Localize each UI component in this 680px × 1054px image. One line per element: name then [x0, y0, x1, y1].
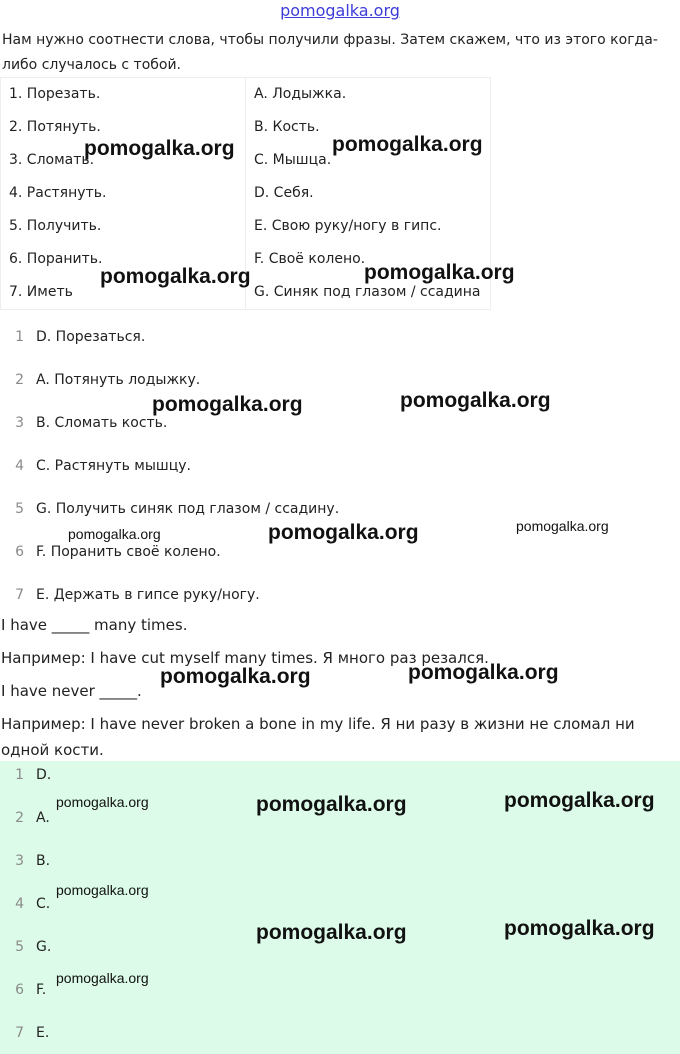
watermark: pomogalka.org: [256, 921, 407, 944]
key-letter: G.: [36, 939, 52, 955]
watermark: pomogalka.org: [160, 665, 311, 688]
key-letter: C.: [36, 896, 51, 912]
watermark: pomogalka.org: [364, 261, 515, 284]
watermark: pomogalka.org: [408, 661, 559, 684]
right-item: E. Свою руку/ногу в гипс.: [254, 218, 442, 234]
answer-text: E. Держать в гипсе руку/ногу.: [36, 587, 260, 603]
left-item: 5. Получить.: [9, 218, 102, 234]
list-item: [4, 1025, 49, 1041]
watermark: pomogalka.org: [332, 133, 483, 156]
watermark: pomogalka.org: [56, 794, 149, 810]
intro-text: Нам нужно соотнести слова, чтобы получили фразы. Затем скажем, что из этого когда-либо случалось с тобой.: [2, 32, 658, 73]
key-letter: A.: [36, 810, 50, 826]
list-item: [0, 362, 680, 405]
item-number: 5: [15, 939, 24, 955]
right-item: G. Синяк под глазом / ссадина: [254, 284, 481, 300]
left-item: 2. Потянуть.: [9, 119, 101, 135]
item-number: 6: [15, 982, 24, 998]
left-item: 7. Иметь: [9, 284, 73, 300]
key-letter: B.: [36, 853, 51, 869]
header-watermark-link[interactable]: pomogalka.org: [280, 1, 400, 20]
watermark: pomogalka.org: [268, 521, 419, 544]
watermark: pomogalka.org: [56, 882, 149, 898]
watermark: pomogalka.org: [504, 917, 655, 940]
answer-text: B. Сломать кость.: [36, 415, 168, 431]
item-number: 2: [15, 810, 24, 826]
list-item: [4, 896, 50, 912]
item-number: 6: [15, 544, 24, 560]
right-item: F. Своё колено.: [254, 251, 366, 267]
item-number: 4: [15, 458, 24, 474]
list-item: [4, 810, 50, 826]
item-number: 7: [15, 587, 24, 603]
list-item: [4, 853, 50, 869]
list-item: [4, 767, 51, 783]
watermark: pomogalka.org: [84, 137, 235, 160]
item-number: 1: [15, 329, 24, 345]
right-item: B. Кость.: [254, 119, 320, 135]
left-item: 1. Порезать.: [9, 86, 101, 102]
list-item: [4, 939, 51, 955]
right-item: A. Лодыжка.: [254, 86, 347, 102]
example-sentence-2: Например: I have never broken a bone in my life. Я ни разу в жизни не сломал ни одной кости.: [1, 715, 635, 759]
item-number: 1: [15, 767, 24, 783]
key-letter: D.: [36, 767, 52, 783]
key-letter: E.: [36, 1025, 50, 1041]
watermark: pomogalka.org: [68, 526, 161, 542]
list-item: [0, 448, 680, 491]
left-item: 3. Сломать.: [9, 152, 95, 168]
example-sentence-1: Например: I have cut myself many times. Я много раз резался.: [1, 649, 489, 667]
answers-list: [0, 319, 680, 620]
answer-text: F. Поранить своё колено.: [36, 544, 221, 560]
list-item: [0, 405, 680, 448]
item-number: 4: [15, 896, 24, 912]
item-number: 3: [15, 853, 24, 869]
right-item: D. Себя.: [254, 185, 314, 201]
watermark: pomogalka.org: [516, 518, 609, 534]
example-pattern-1: I have _____ many times.: [1, 616, 188, 634]
watermark: pomogalka.org: [256, 793, 407, 816]
item-number: 5: [15, 501, 24, 517]
answer-text: A. Потянуть лодыжку.: [36, 372, 201, 388]
list-item: [0, 319, 680, 362]
list-item: [4, 982, 46, 998]
watermark: pomogalka.org: [504, 789, 655, 812]
right-item: C. Мышца.: [254, 152, 332, 168]
item-number: 7: [15, 1025, 24, 1041]
left-item: 6. Поранить.: [9, 251, 103, 267]
item-number: 3: [15, 415, 24, 431]
example-pattern-2: I have never _____.: [1, 682, 142, 700]
key-letter: F.: [36, 982, 47, 998]
answer-text: C. Растянуть мышцу.: [36, 458, 191, 474]
watermark: pomogalka.org: [152, 393, 303, 416]
watermark: pomogalka.org: [400, 389, 551, 412]
watermark: pomogalka.org: [100, 265, 251, 288]
item-number: 2: [15, 372, 24, 388]
left-item: 4. Растянуть.: [9, 185, 107, 201]
answer-text: D. Порезаться.: [36, 329, 146, 345]
examples-block: [1, 612, 671, 759]
answer-text: G. Получить синяк под глазом / ссадину.: [36, 501, 340, 517]
watermark: pomogalka.org: [56, 970, 149, 986]
